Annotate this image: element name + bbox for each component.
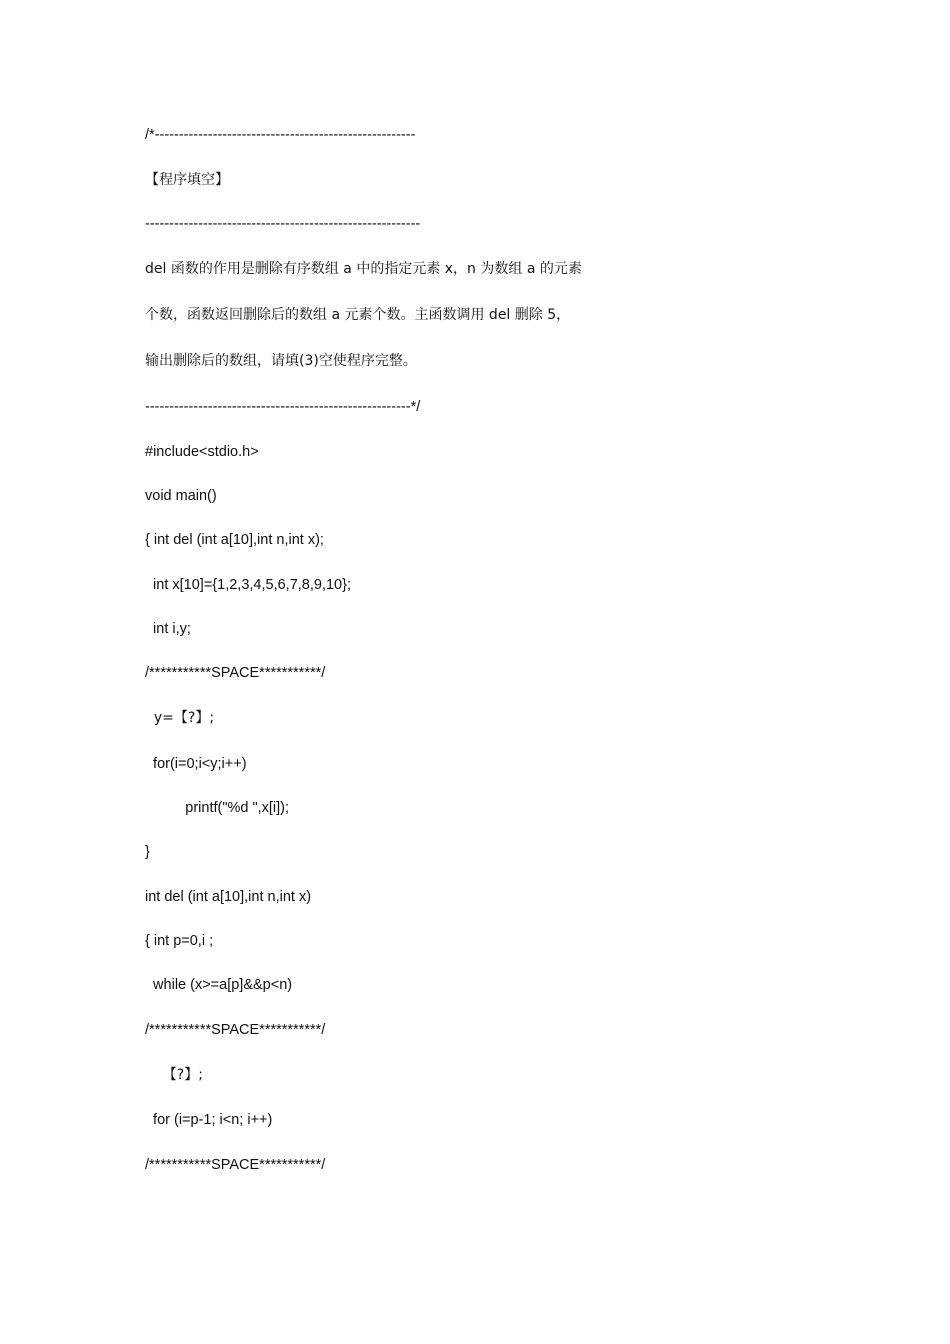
problem-description-line-3: 输出删除后的数组，请填(3)空使程序完整。	[145, 353, 417, 369]
blank-to-fill-2: 【?】;	[145, 1067, 203, 1083]
code-line: int x[10]={1,2,3,4,5,6,7,8,9,10};	[145, 577, 351, 593]
problem-description-line-2: 个数，函数返回删除后的数组 a 元素个数。主函数调用 del 删除 5，	[145, 307, 571, 323]
code-line: int del (int a[10],int n,int x)	[145, 889, 312, 905]
separator-line: ---------------------------------------------------------	[145, 216, 421, 232]
code-line: int i,y;	[145, 621, 191, 637]
code-line: }	[145, 844, 150, 860]
comment-header-close: -------------------------------------------------------*/	[145, 399, 421, 415]
code-line: { int p=0,i ;	[145, 933, 214, 949]
code-line: printf("%d ",x[i]);	[145, 800, 290, 816]
code-line: void main()	[145, 488, 217, 504]
section-title: 【程序填空】	[145, 172, 229, 188]
space-marker-comment: /***********SPACE***********/	[145, 1157, 326, 1173]
code-line: #include<stdio.h>	[145, 444, 259, 460]
space-marker-comment: /***********SPACE***********/	[145, 1022, 326, 1038]
code-line: while (x>=a[p]&&p<n)	[145, 977, 293, 993]
blank-to-fill-1: y=【?】;	[145, 710, 215, 726]
code-line: for (i=p-1; i<n; i++)	[145, 1112, 273, 1128]
code-line: { int del (int a[10],int n,int x);	[145, 532, 324, 548]
space-marker-comment: /***********SPACE***********/	[145, 665, 326, 681]
problem-description-line-1: del 函数的作用是删除有序数组 a 中的指定元素 x，n 为数组 a 的元素	[145, 261, 582, 277]
comment-header-open: /*------------------------------------------------------	[145, 127, 416, 143]
code-line: for(i=0;i<y;i++)	[145, 756, 247, 772]
